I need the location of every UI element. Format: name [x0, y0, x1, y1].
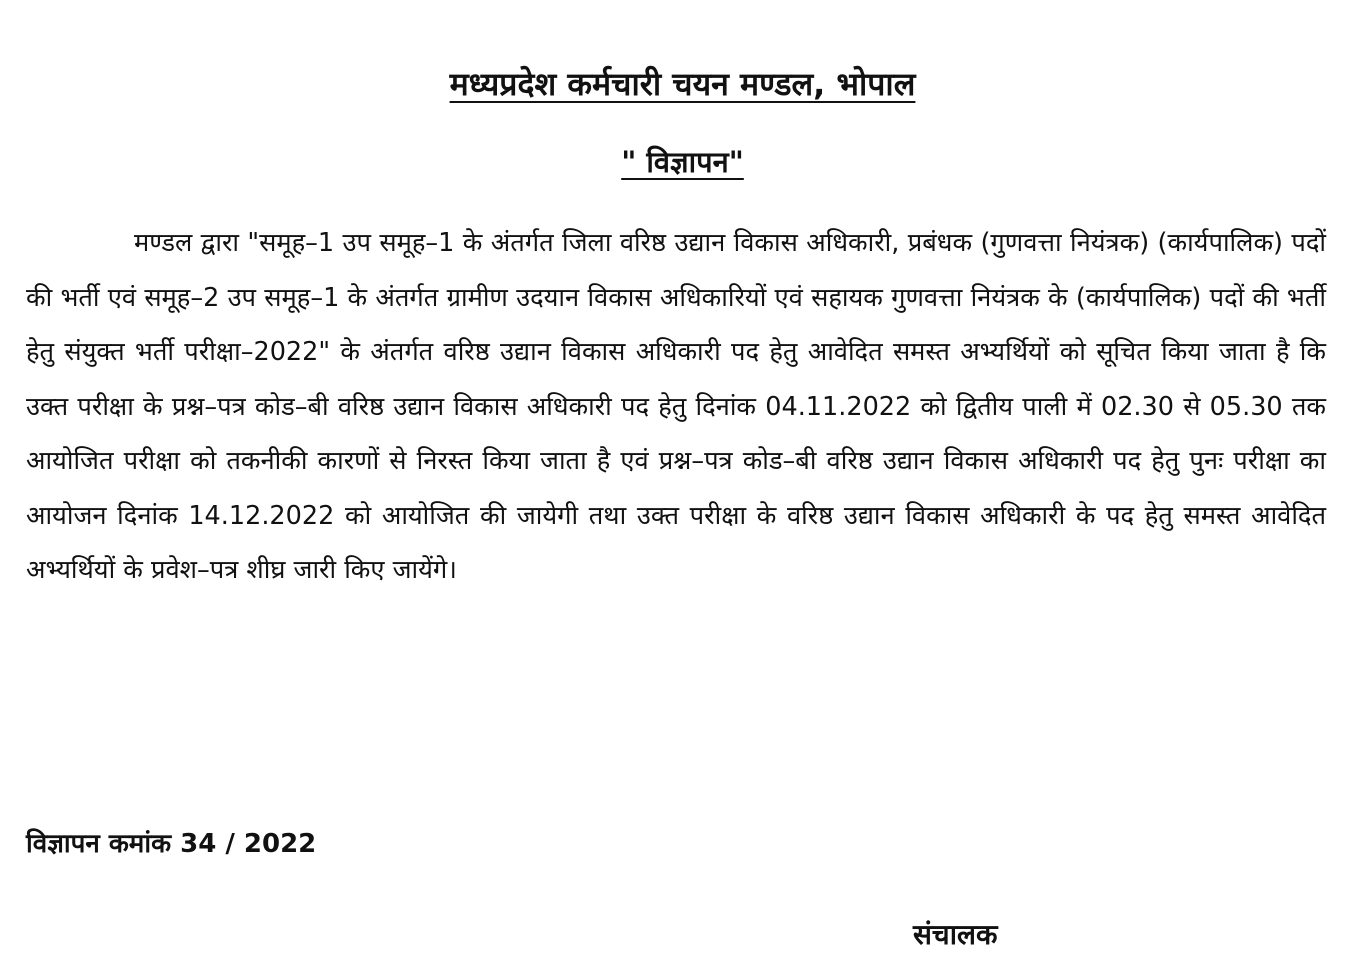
signatory-designation: संचालक: [913, 918, 998, 951]
notice-body-paragraph: मण्डल द्वारा "समूह–1 उप समूह–1 के अंतर्गत जिला वरिष्ठ उद्यान विकास अधिकारी, प्रबंधक (गुणवत्ता नियंत्रक) (कार्यपालिक) पदों की भर्ती एवं समूह–2 उप समूह–1 के अंतर्गत ग्रामीण उदयान विकास अधिकारियों एवं सहायक गुणवत्ता नियंत्रक के (कार्यपालिक) पदों की भर्ती हेतु संयुक्त भर्ती परीक्षा–2022" के अंतर्गत वरिष्ठ उद्यान विकास अधिकारी पद हेतु आवेदित समस्त अभ्यर्थियों को सूचित किया जाता है कि उक्त परीक्षा के प्रश्न–पत्र कोड–बी वरिष्ठ उद्यान विकास अधिकारी पद हेतु दिनांक 04.11.2022 को द्वितीय पाली में 02.30 से 05.30 तक आयोजित परीक्षा को तकनीकी कारणों से निरस्त किया जाता है एवं प्रश्न–पत्र कोड–बी वरिष्ठ उद्यान विकास अधिकारी पद हेतु पुनः परीक्षा का आयोजन दिनांक 14.12.2022 को आयोजित की जायेगी तथा उक्त परीक्षा के वरिष्ठ उद्यान विकास अधिकारी के पद हेतु समस्त आवेदित अभ्यर्थियों के प्रवेश–पत्र शीघ्र जारी किए जायेंगे।: [26, 228, 1326, 585]
advertisement-number: विज्ञापन कमांक 34 / 2022: [26, 829, 317, 859]
organization-title: मध्यप्रदेश कर्मचारी चयन मण्डल, भोपाल: [449, 65, 916, 103]
document-type-heading: " विज्ञापन": [621, 145, 744, 179]
